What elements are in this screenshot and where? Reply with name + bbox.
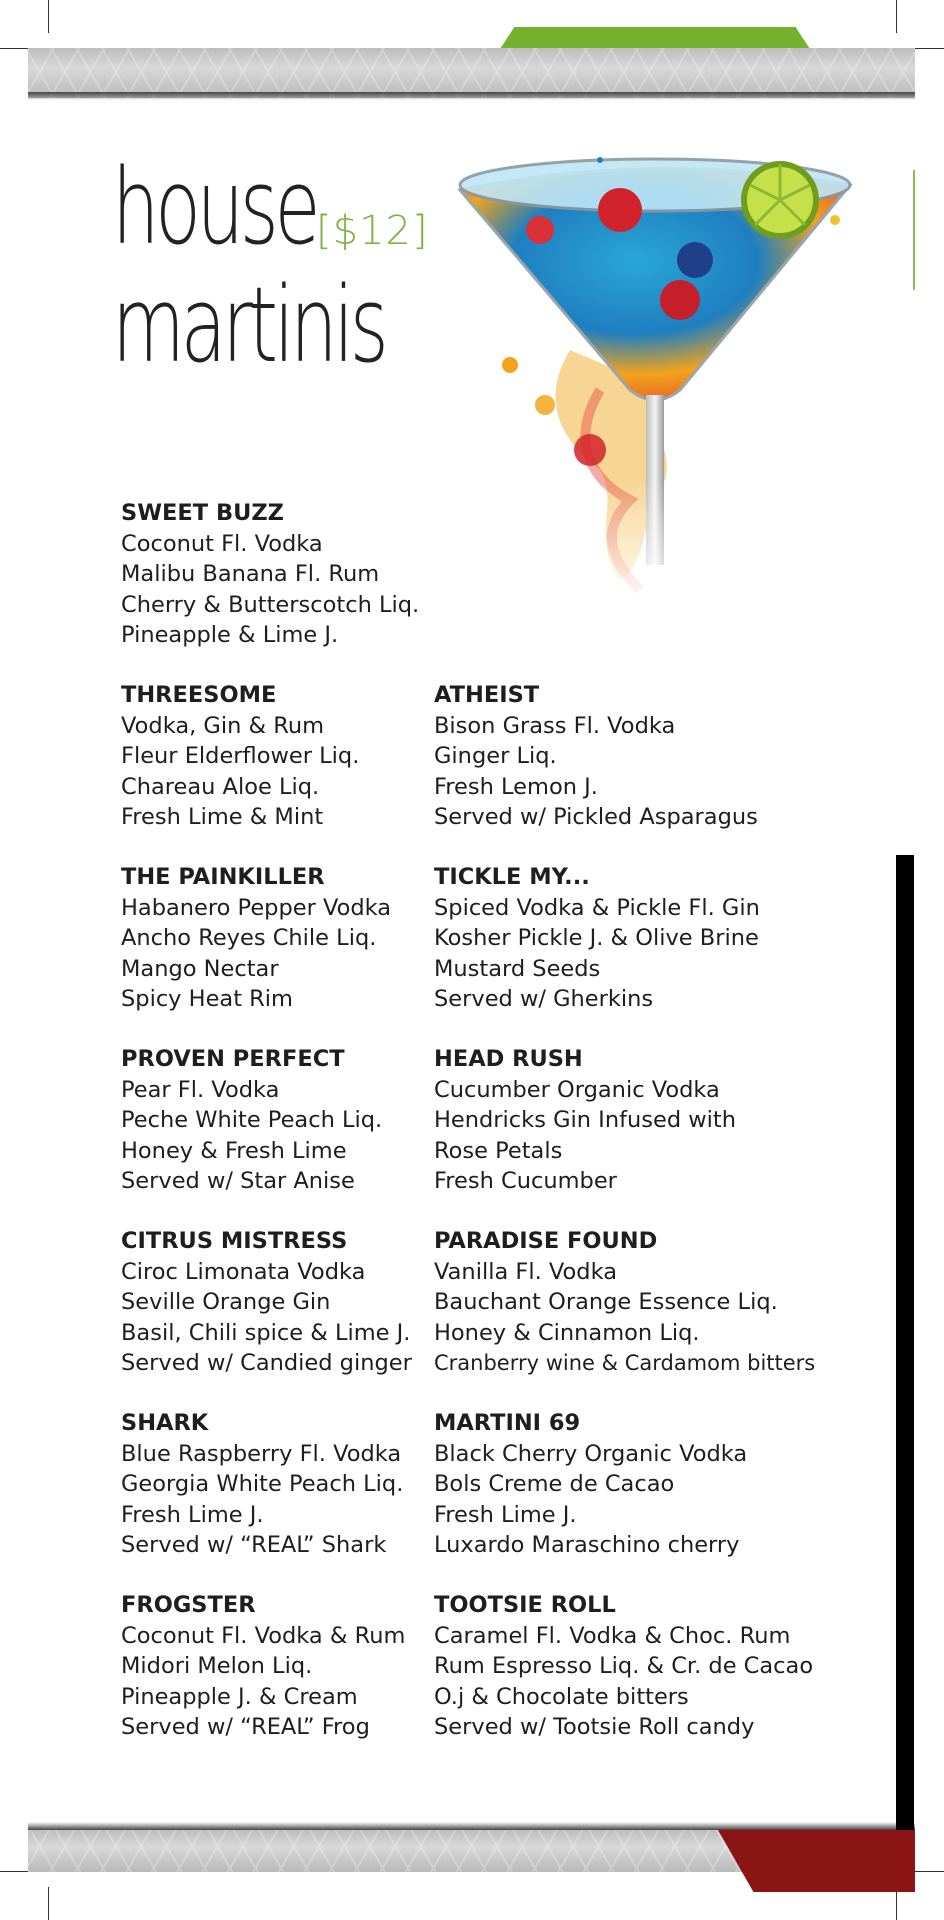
ingredient: Fresh Lime J. [434, 1501, 577, 1528]
ingredient: Ancho Reyes Chile Liq. [121, 925, 377, 951]
ingredient: Coconut Fl. Vodka [121, 530, 323, 557]
ingredient: Pineapple & Lime J. [121, 622, 339, 648]
crop-mark [896, 0, 897, 33]
ingredient: Honey & Cinnamon Liq. [434, 1319, 700, 1346]
ingredient: Spicy Heat Rim [121, 986, 293, 1012]
ingredient: Rose Petals [434, 1137, 563, 1164]
ingredient: Served w/ “REAL” Shark [121, 1532, 387, 1558]
ingredient: Honey & Fresh Lime [121, 1137, 347, 1164]
crop-mark [911, 48, 944, 49]
ingredient: Spiced Vodka & Pickle Fl. Gin [434, 894, 760, 921]
cherry [526, 216, 554, 244]
ingredient: Habanero Pepper Vodka [121, 894, 392, 921]
ingredient: Coconut Fl. Vodka & Rum [121, 1622, 406, 1649]
ingredient: Fresh Lime J. [121, 1501, 264, 1528]
blueberry [677, 242, 713, 278]
ingredient: Served w/ Gherkins [434, 986, 654, 1012]
droplet [574, 434, 606, 466]
ingredient: Cranberry wine & Cardamom bitters [434, 1351, 816, 1375]
ingredient: Rum Espresso Liq. & Cr. de Cacao [434, 1653, 814, 1679]
drink-name: PARADISE FOUND [434, 1228, 658, 1254]
ingredient: Served w/ Pickled Asparagus [434, 804, 758, 830]
drink-name: SHARK [121, 1410, 209, 1436]
right-black-bar [896, 855, 914, 1830]
drink-item [121, 1044, 382, 1197]
drink-name: MARTINI 69 [434, 1410, 581, 1436]
droplet [597, 157, 603, 163]
crop-mark [911, 1871, 944, 1872]
ingredient: Seville Orange Gin [121, 1289, 331, 1315]
bottom-band-shadow [28, 1822, 915, 1830]
drink-name: CITRUS MISTRESS [121, 1228, 348, 1254]
ingredient: Peche White Peach Liq. [121, 1107, 383, 1133]
ingredient: Malibu Banana Fl. Rum [121, 561, 380, 587]
ingredient: Cucumber Organic Vodka [434, 1076, 720, 1103]
ingredient: Fleur Elderflower Liq. [121, 743, 360, 769]
ingredient: Served w/ Star Anise [121, 1168, 355, 1194]
drink-item [121, 1590, 405, 1743]
drink-item [434, 1590, 813, 1743]
ingredient: Caramel Fl. Vodka & Choc. Rum [434, 1622, 791, 1649]
drink-item [434, 1044, 736, 1197]
green-side-line [913, 170, 915, 290]
ingredient: Georgia White Peach Liq. [121, 1471, 404, 1497]
drink-item [434, 1408, 747, 1561]
ingredient: Cherry & Butterscotch Liq. [121, 591, 420, 618]
drink-name: TICKLE MY... [434, 864, 590, 890]
crop-mark [48, 1887, 49, 1920]
drink-item [121, 1408, 403, 1561]
ingredient: Black Cherry Organic Vodka [434, 1440, 748, 1467]
drink-item [121, 1226, 412, 1379]
ingredient: Bison Grass Fl. Vodka [434, 712, 676, 739]
cherry [598, 188, 642, 232]
fade-overlay [450, 480, 860, 610]
green-accent-tab [470, 27, 840, 47]
ingredient: Blue Raspberry Fl. Vodka [121, 1440, 402, 1467]
drink-item [121, 498, 419, 651]
drink-name: PROVEN PERFECT [121, 1046, 345, 1072]
ingredient: Midori Melon Liq. [121, 1653, 313, 1679]
ingredient: Vodka, Gin & Rum [121, 712, 325, 739]
drink-item [434, 1226, 815, 1379]
ingredient: Kosher Pickle J. & Olive Brine [434, 925, 759, 951]
ingredient: Fresh Lime & Mint [121, 804, 324, 830]
ingredient: Chareau Aloe Liq. [121, 773, 320, 800]
ingredient: Mustard Seeds [434, 955, 601, 982]
ingredient: Basil, Chili spice & Lime J. [121, 1319, 411, 1346]
title-line-house: house [112, 146, 317, 268]
cherry [660, 280, 700, 320]
price-tag: [$12] [316, 208, 429, 254]
ingredient: Fresh Lemon J. [434, 773, 598, 800]
ingredient: Hendricks Gin Infused with [434, 1107, 736, 1133]
crop-mark [48, 0, 49, 33]
ingredient: Ciroc Limonata Vodka [121, 1258, 366, 1285]
page-title [112, 148, 384, 384]
drink-name: TOOTSIE ROLL [434, 1592, 616, 1618]
title-line-martinis: martinis [112, 264, 385, 386]
ingredient: Mango Nectar [121, 955, 279, 982]
drink-name: FROGSTER [121, 1592, 256, 1618]
top-metal-band [28, 48, 915, 98]
ingredient: Luxardo Maraschino cherry [434, 1532, 740, 1558]
drink-name: THE PAINKILLER [121, 864, 325, 890]
droplet [502, 357, 518, 373]
ingredient: Bols Creme de Cacao [434, 1471, 675, 1497]
red-accent-tab [718, 1830, 915, 1892]
droplet [535, 395, 555, 415]
drink-name: SWEET BUZZ [121, 500, 284, 526]
drink-name: HEAD RUSH [434, 1046, 583, 1072]
droplet [830, 215, 840, 225]
ingredient: Pineapple J. & Cream [121, 1683, 358, 1710]
drink-name: THREESOME [121, 682, 277, 708]
drink-item [434, 680, 758, 833]
ingredient: O.j & Chocolate bitters [434, 1683, 689, 1710]
drink-item [121, 862, 391, 1015]
top-band-shadow [28, 92, 915, 100]
martini-glass-illustration [450, 140, 860, 610]
drink-item [121, 680, 359, 833]
ingredient: Pear Fl. Vodka [121, 1076, 280, 1103]
ingredient: Served w/ Tootsie Roll candy [434, 1714, 755, 1740]
drink-item [434, 862, 760, 1015]
ingredient: Fresh Cucumber [434, 1168, 617, 1194]
drink-name: ATHEIST [434, 682, 540, 708]
ingredient: Served w/ Candied ginger [121, 1350, 412, 1376]
ingredient: Bauchant Orange Essence Liq. [434, 1289, 778, 1315]
ingredient: Ginger Liq. [434, 743, 557, 769]
ingredient: Vanilla Fl. Vodka [434, 1258, 617, 1285]
ingredient: Served w/ “REAL” Frog [121, 1714, 370, 1740]
